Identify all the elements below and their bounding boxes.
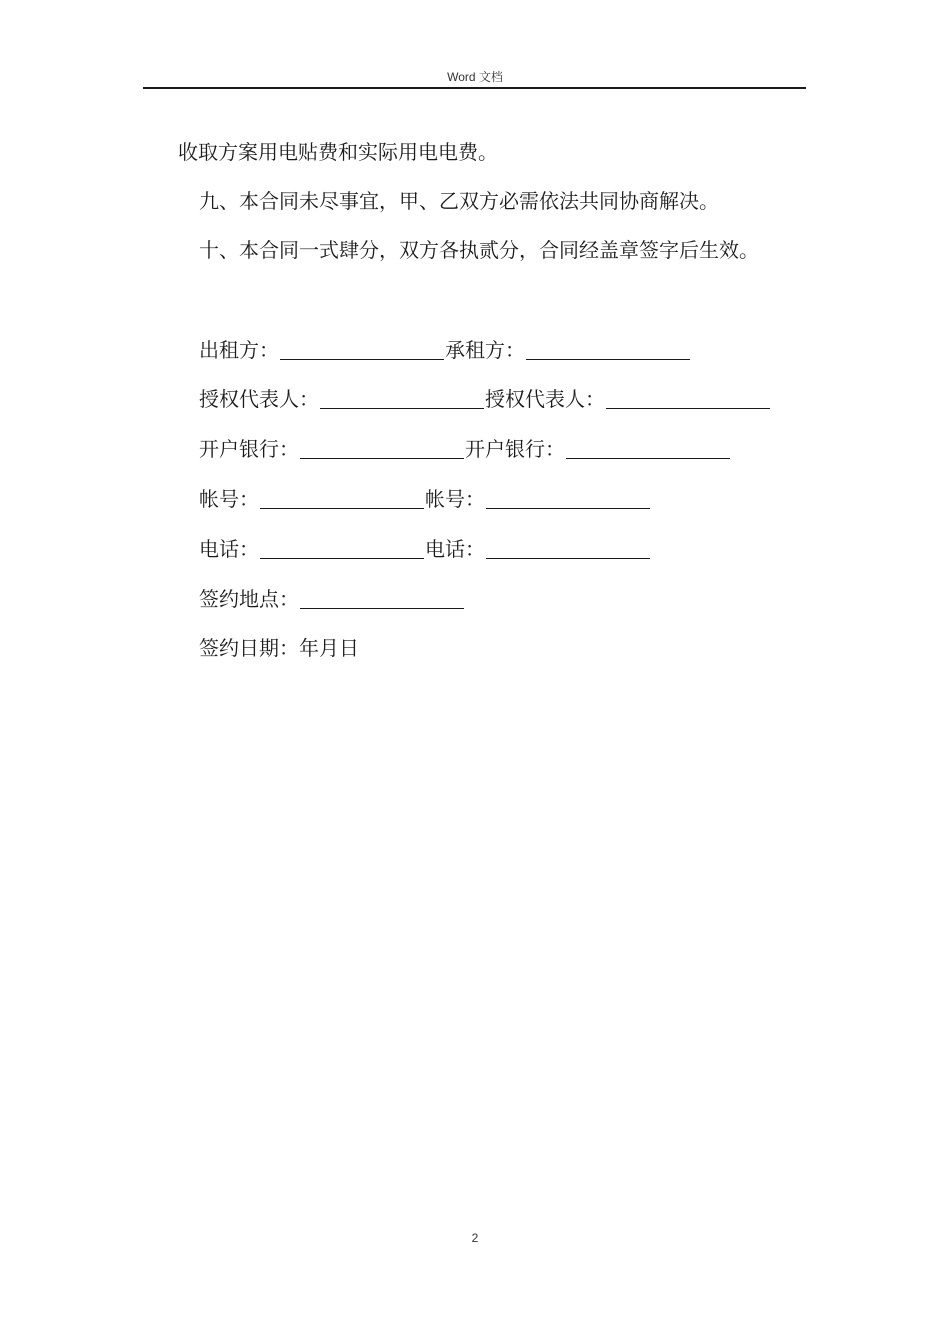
lessee-phone-label: 电话： <box>425 537 485 561</box>
signing-date-label: 签约日期： <box>199 636 299 660</box>
signing-place-blank <box>300 588 464 609</box>
signature-row-accounts <box>199 487 651 511</box>
signing-place-label: 签约地点： <box>199 587 299 611</box>
lessor-label: 出租方： <box>199 338 279 362</box>
lessor-bank-label: 开户银行： <box>199 437 299 461</box>
lessee-bank-label: 开户银行： <box>465 437 565 461</box>
lessee-rep-blank <box>606 388 770 409</box>
lessee-account-blank <box>486 488 650 509</box>
lessee-phone-blank <box>486 538 650 559</box>
signature-row-phones <box>199 537 651 561</box>
page-number: 2 <box>471 1231 479 1245</box>
signature-row-date <box>199 636 359 660</box>
header-divider <box>143 87 806 89</box>
lessor-account-label: 帐号： <box>199 487 259 511</box>
lessee-bank-blank <box>566 438 730 459</box>
lessor-rep-blank <box>320 388 484 409</box>
lessor-rep-label: 授权代表人： <box>199 387 319 411</box>
paragraph-clause-10: 十、本合同一式肆分，双方各执贰分，合同经盖章签字后生效。 <box>199 238 759 262</box>
lessee-account-label: 帐号： <box>425 487 485 511</box>
lessor-blank <box>280 339 444 360</box>
lessee-blank <box>526 339 690 360</box>
signature-row-representatives <box>199 387 771 411</box>
lessee-rep-label: 授权代表人： <box>485 387 605 411</box>
lessee-label: 承租方： <box>445 338 525 362</box>
page-header-title: Word 文档 <box>447 70 503 84</box>
signature-row-place <box>199 587 465 611</box>
signature-row-parties <box>199 338 691 362</box>
paragraph-continuation: 收取方案用电贴费和实际用电电费。 <box>178 140 498 164</box>
lessor-account-blank <box>260 488 424 509</box>
signing-date-value: 年月日 <box>299 636 359 660</box>
paragraph-clause-9: 九、本合同未尽事宜，甲、乙双方必需依法共同协商解决。 <box>199 189 719 213</box>
lessor-bank-blank <box>300 438 464 459</box>
lessor-phone-label: 电话： <box>199 537 259 561</box>
lessor-phone-blank <box>260 538 424 559</box>
signature-row-banks <box>199 437 731 461</box>
